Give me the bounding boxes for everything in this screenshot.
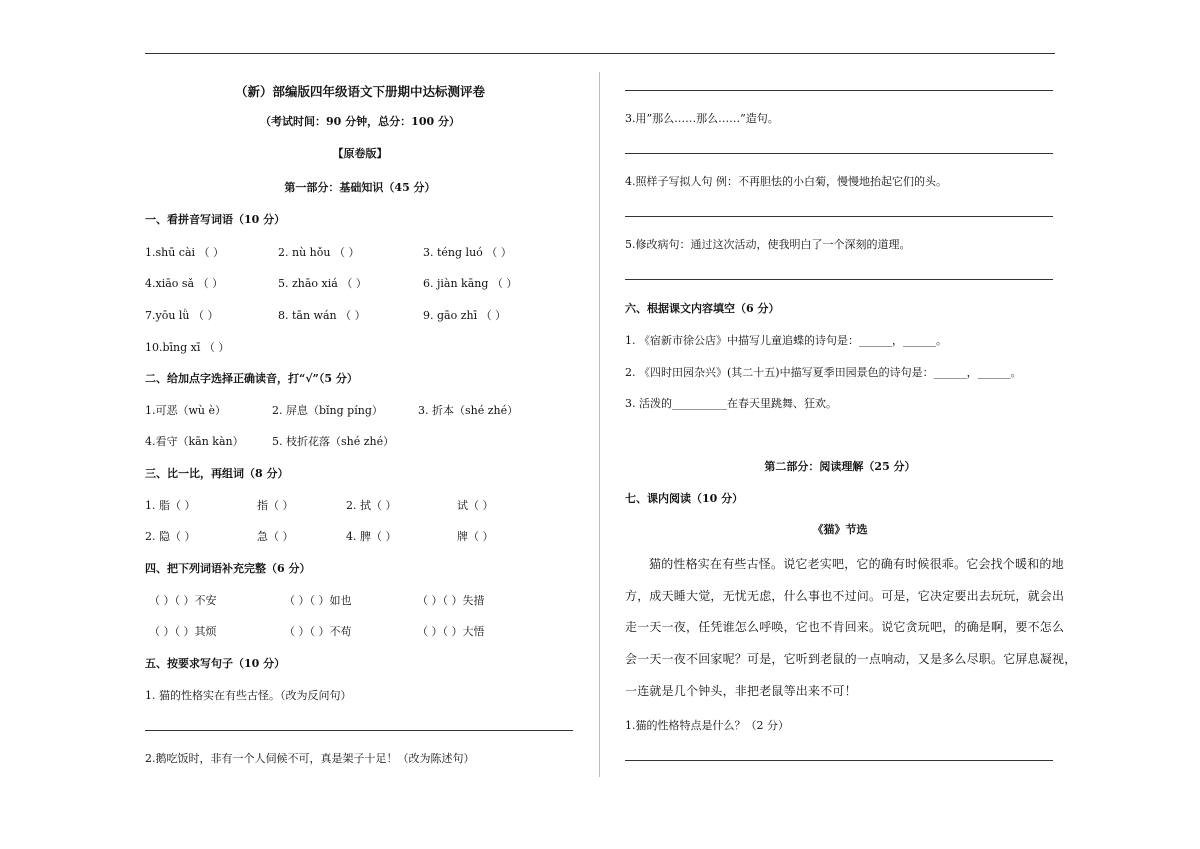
pinyin-item: 4.xiāo sǎ （ ） <box>145 277 224 290</box>
passage-title: 《猫》节选 <box>812 523 868 536</box>
compare-item: 2. 拭（ ） <box>346 499 397 512</box>
idiom-item: （ ）（ ）其烦 <box>149 625 217 638</box>
section3-heading: 三、比一比，再组词（8 分） <box>145 467 289 480</box>
answer-line[interactable] <box>625 90 1053 91</box>
compare-item: 试（ ） <box>457 499 494 512</box>
pinyin-item: 3. téng luó （ ） <box>423 246 512 259</box>
section7-heading: 七、课内阅读（10 分） <box>625 492 744 505</box>
sentence-question-4: 4.照样子写拟人句 例：不再胆怯的小白菊，慢慢地抬起它们的头。 <box>625 175 947 188</box>
compare-item: 指（ ） <box>257 499 294 512</box>
compare-item: 4. 脾（ ） <box>346 530 397 543</box>
reading-item: 5. 枝折花落（shé zhé） <box>272 435 395 448</box>
compare-item: 牌（ ） <box>457 530 494 543</box>
answer-line[interactable] <box>625 216 1053 217</box>
reading-item: 2. 屏息（bǐng píng） <box>272 404 383 417</box>
compare-item: 急（ ） <box>257 530 294 543</box>
answer-line[interactable] <box>625 153 1053 154</box>
passage-line: 一连就是几个钟头，非把老鼠等出来不可！ <box>625 684 857 698</box>
pinyin-item: 2. nù hǒu （ ） <box>278 246 360 259</box>
section6-heading: 六、根据课文内容填空（6 分） <box>625 302 780 315</box>
reading-item: 1.可恶（wù è） <box>145 404 227 417</box>
idiom-item: （ ）（ ）大悟 <box>417 625 485 638</box>
pinyin-item: 7.yōu lǜ （ ） <box>145 309 219 322</box>
exam-title: （新）部编版四年级语文下册期中达标测评卷 <box>234 84 485 99</box>
idiom-item: （ ）（ ）不安 <box>149 594 217 607</box>
sentence-question-5: 5.修改病句：通过这次活动，使我明白了一个深刻的道理。 <box>625 238 911 251</box>
part2-heading: 第二部分：阅读理解（25 分） <box>764 460 916 473</box>
reading-item: 4.看守（kān kàn） <box>145 435 244 448</box>
passage-line: 猫的性格实在有些古怪。说它老实吧，它的确有时候很乖。它会找个暖和的地 <box>649 557 1064 571</box>
sentence-question-2: 2.鹅吃饭时，非有一个人伺候不可，真是架子十足！（改为陈述句） <box>145 752 475 765</box>
sentence-question-1: 1. 猫的性格实在有些古怪。（改为反问句） <box>145 689 352 702</box>
part1-heading: 第一部分：基础知识（45 分） <box>284 181 436 194</box>
pinyin-item: 6. jiàn kāng （ ） <box>423 277 518 290</box>
exam-info: （考试时间：90 分钟，总分：100 分） <box>260 115 460 128</box>
fill-question-3: 3. 活泼的__________在春天里跳舞、狂欢。 <box>625 397 837 410</box>
pinyin-item: 1.shū cài （ ） <box>145 246 225 259</box>
compare-item: 1. 脂（ ） <box>145 499 196 512</box>
answer-line[interactable] <box>145 730 573 731</box>
section4-heading: 四、把下列词语补充完整（6 分） <box>145 562 311 575</box>
idiom-item: （ ）（ ）不苟 <box>284 625 352 638</box>
pinyin-item: 5. zhāo xiá （ ） <box>278 277 367 290</box>
version-label: 【原卷版】 <box>332 147 388 160</box>
reading-question-1: 1.猫的性格特点是什么？（2 分） <box>625 719 789 732</box>
section5-heading: 五、按要求写句子（10 分） <box>145 657 286 670</box>
compare-item: 2. 隐（ ） <box>145 530 196 543</box>
page-top-rule <box>145 53 1055 54</box>
passage-line: 会一天一夜不回家呢？可是，它听到老鼠的一点响动，又是多么尽职。它屏息凝视， <box>625 652 1077 666</box>
sentence-question-3: 3.用”那么……那么……”造句。 <box>625 112 779 125</box>
passage-line: 走一天一夜，任凭谁怎么呼唤，它也不肯回来。说它贪玩吧，的确是啊，要不怎么 <box>625 620 1065 634</box>
pinyin-item: 8. tān wán （ ） <box>278 309 366 322</box>
idiom-item: （ ）（ ）失措 <box>417 594 485 607</box>
fill-question-2: 2. 《四时田园杂兴》(其二十五)中描写夏季田园景色的诗句是：______，______。 <box>625 366 1022 379</box>
fill-question-1: 1. 《宿新市徐公店》中描写儿童追蝶的诗句是：______，______。 <box>625 334 947 347</box>
pinyin-item: 10.bīng xī （ ） <box>145 341 230 354</box>
answer-line[interactable] <box>625 279 1053 280</box>
passage-line: 方，成天睡大觉，无忧无虑，什么事也不过问。可是，它决定要出去玩玩，就会出 <box>625 589 1065 603</box>
idiom-item: （ ）（ ）如也 <box>284 594 352 607</box>
section2-heading: 二、给加点字选择正确读音，打“√”（5 分） <box>145 372 358 385</box>
column-divider <box>599 72 600 777</box>
section1-heading: 一、看拼音写词语（10 分） <box>145 213 286 226</box>
reading-item: 3. 折本（shé zhé） <box>418 404 519 417</box>
pinyin-item: 9. gāo zhī （ ） <box>423 309 507 322</box>
answer-line[interactable] <box>625 760 1053 761</box>
